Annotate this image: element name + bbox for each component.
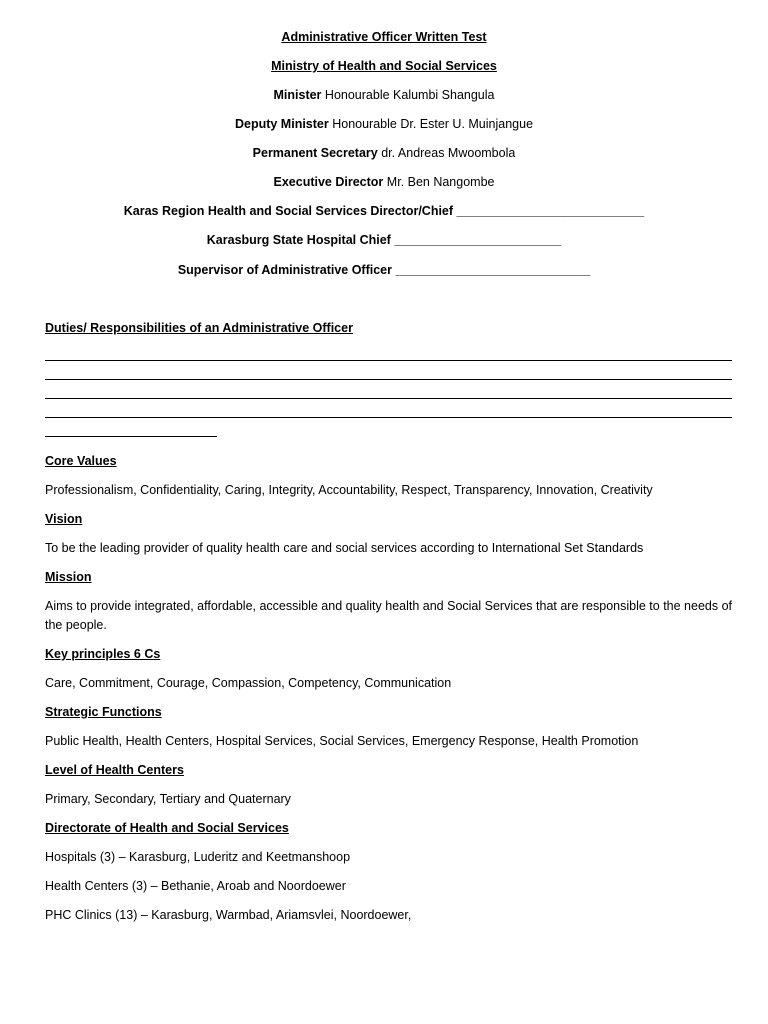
karas-director-label: Karas Region Health and Social Services Director/Chief [123,204,454,218]
executive-director-label: Executive Director [273,175,384,189]
minister-label: Minister [273,88,322,102]
hospital-chief-line [0,232,768,248]
key-principles-text: Care, Commitment, Courage, Compassion, Competency, Communication [45,676,452,690]
executive-director-line [0,174,768,190]
supervisor-blank[interactable]: ____________________________ [395,263,591,277]
hospital-chief-blank[interactable]: ________________________ [394,233,562,247]
answer-line-3[interactable] [45,398,732,399]
document-title: Administrative Officer Written Test [281,30,487,44]
core-values-heading: Core Values [45,454,117,468]
minister-line [0,87,768,103]
permanent-secretary-label: Permanent Secretary [252,146,378,160]
deputy-minister-label: Deputy Minister [234,117,329,131]
supervisor-label: Supervisor of Administrative Officer [177,263,393,277]
directorate-health-centers: Health Centers (3) – Bethanie, Aroab and Noordoewer [45,879,346,893]
strategic-functions-heading: Strategic Functions [45,705,162,719]
deputy-minister-line [0,116,768,132]
deputy-minister-value: Honourable Dr. Ester U. Muinjangue [332,117,534,131]
directorate-heading: Directorate of Health and Social Services [45,821,289,835]
levels-heading: Level of Health Centers [45,763,184,777]
vision-text: To be the leading provider of quality health care and social services according to International Set Standards [45,541,644,555]
levels-text: Primary, Secondary, Tertiary and Quaternary [45,792,291,806]
hospital-chief-label: Karasburg State Hospital Chief [206,233,391,247]
karas-director-blank[interactable]: ___________________________ [456,204,645,218]
executive-director-value: Mr. Ben Nangombe [386,175,495,189]
mission-heading: Mission [45,570,92,584]
answer-line-2[interactable] [45,379,732,380]
answer-line-4[interactable] [45,417,732,418]
permanent-secretary-line [0,145,768,161]
duties-heading: Duties/ Responsibilities of an Administrative Officer [45,321,353,335]
supervisor-line [0,262,768,278]
karas-director-line [0,203,768,219]
answer-line-5[interactable] [45,436,217,437]
ministry-title: Ministry of Health and Social Services [271,59,497,73]
permanent-secretary-value: dr. Andreas Mwoombola [381,146,516,160]
core-values-text: Professionalism, Confidentiality, Caring, Integrity, Accountability, Respect, Transparency, Innovation, Creativity [45,483,653,497]
mission-text: Aims to provide integrated, affordable, accessible and quality health and Social Services that are responsible to the needs of the people. [45,599,732,632]
minister-value: Honourable Kalumbi Shangula [324,88,495,102]
directorate-hospitals: Hospitals (3) – Karasburg, Luderitz and Keetmanshoop [45,850,351,864]
key-principles-heading: Key principles 6 Cs [45,647,161,661]
vision-heading: Vision [45,512,83,526]
directorate-phc-clinics: PHC Clinics (13) – Karasburg, Warmbad, Ariamsvlei, Noordoewer, [45,908,412,922]
answer-line-1[interactable] [45,360,732,361]
strategic-functions-text: Public Health, Health Centers, Hospital Services, Social Services, Emergency Response, Health Promotion [45,734,639,748]
